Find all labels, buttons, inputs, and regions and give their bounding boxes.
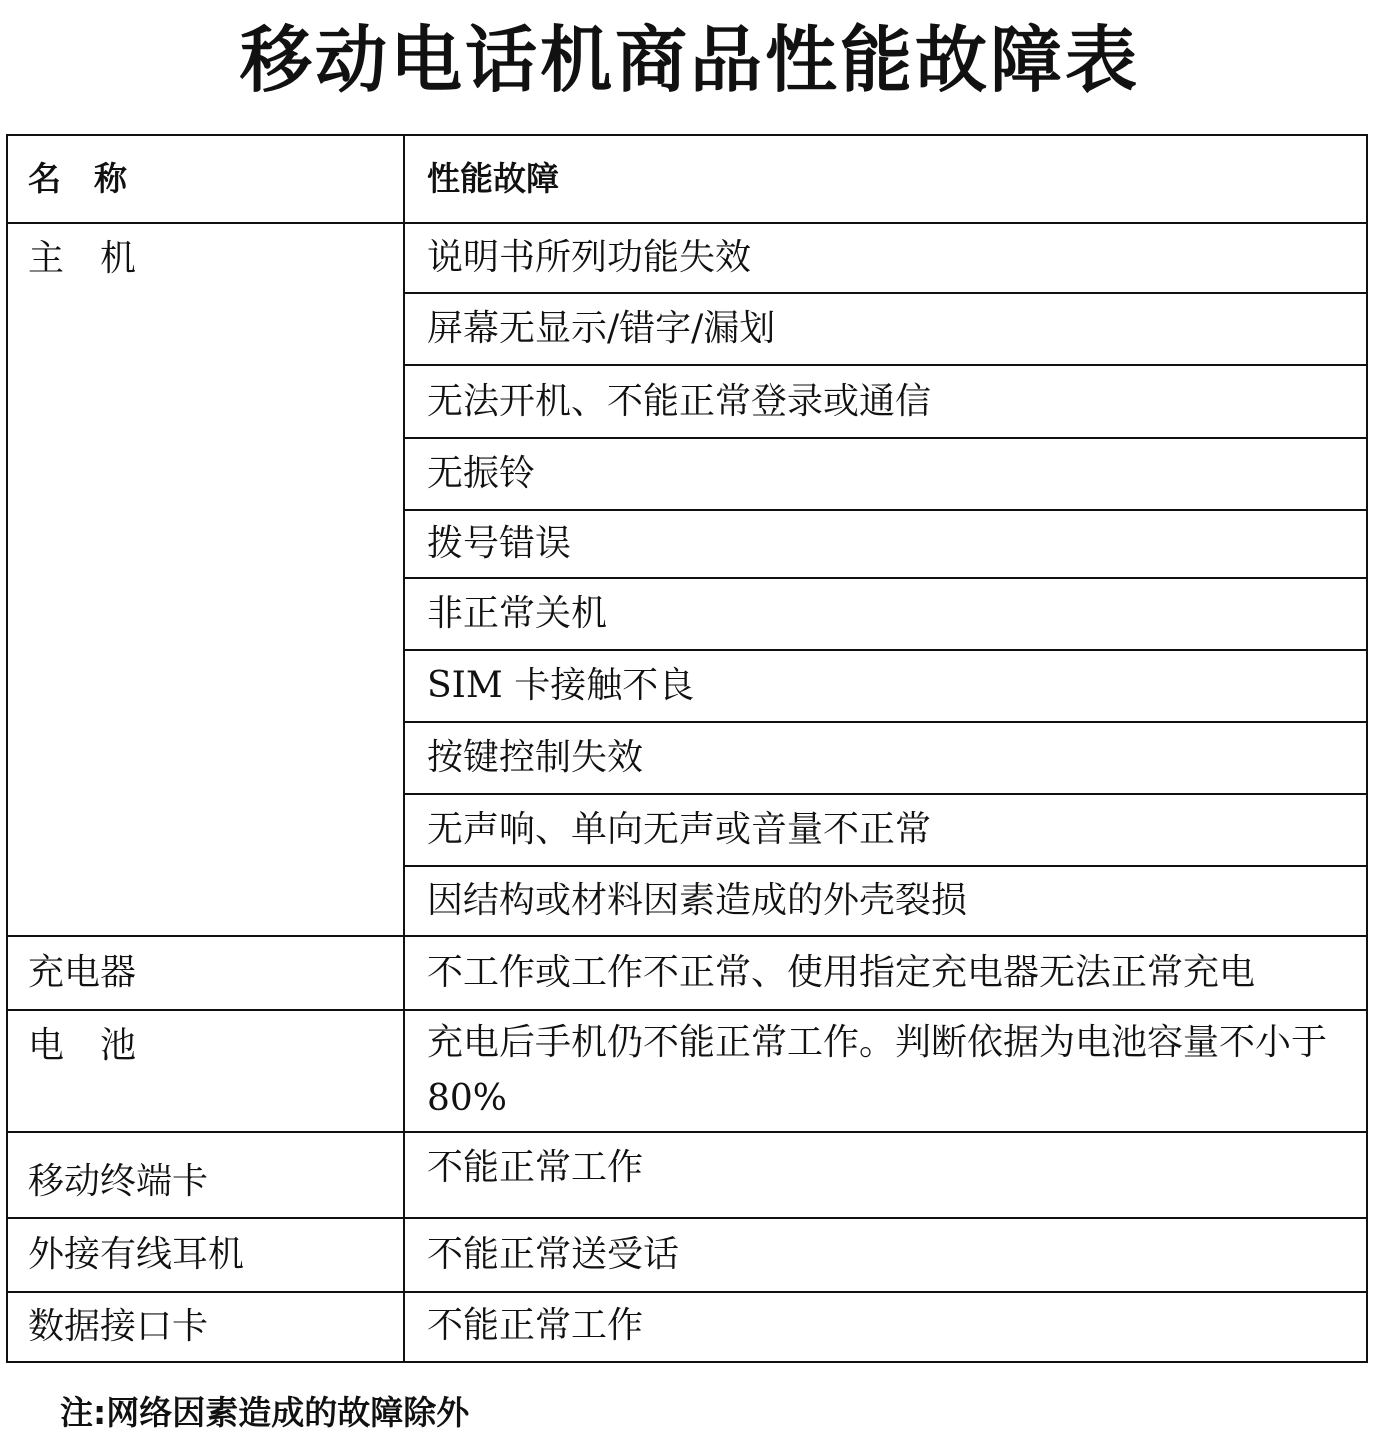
fault-cell: 无法开机、不能正常登录或通信 [404, 365, 1367, 438]
table-header-row [7, 135, 1367, 223]
fault-cell: 不能正常工作 [404, 1132, 1367, 1218]
table-row [7, 223, 1367, 293]
fault-cell: 充电后手机仍不能正常工作。判断依据为电池容量不小于 80% [404, 1010, 1367, 1132]
header-fault: 性能故障 [404, 135, 1367, 223]
table-row [7, 1132, 1367, 1218]
group-name-headset: 外接有线耳机 [7, 1218, 404, 1292]
group-name-battery: 电 池 [7, 1010, 404, 1132]
fault-cell: 不工作或工作不正常、使用指定充电器无法正常充电 [404, 936, 1367, 1010]
fault-cell: 不能正常工作 [404, 1292, 1367, 1362]
table-row [7, 936, 1367, 1010]
fault-cell: 屏幕无显示/错字/漏划 [404, 293, 1367, 365]
group-name-terminal-card: 移动终端卡 [7, 1132, 404, 1218]
fault-cell: 按键控制失效 [404, 722, 1367, 794]
group-name-charger: 充电器 [7, 936, 404, 1010]
table-row [7, 1218, 1367, 1292]
fault-cell: 拨号错误 [404, 510, 1367, 578]
header-name: 名 称 [7, 135, 404, 223]
fault-cell: 因结构或材料因素造成的外壳裂损 [404, 866, 1367, 936]
fault-cell: 不能正常送受话 [404, 1218, 1367, 1292]
fault-cell: 说明书所列功能失效 [404, 223, 1367, 293]
fault-cell: 无振铃 [404, 438, 1367, 510]
fault-cell: 无声响、单向无声或音量不正常 [404, 794, 1367, 866]
fault-table [6, 134, 1368, 1363]
page-title: 移动电话机商品性能故障表 [239, 18, 1140, 102]
fault-cell: SIM 卡接触不良 [404, 650, 1367, 722]
group-name-data-card: 数据接口卡 [7, 1292, 404, 1362]
table-row [7, 1010, 1367, 1132]
footnote: 注:网络因素造成的故障除外 [60, 1393, 470, 1432]
group-name-host: 主 机 [7, 223, 404, 936]
fault-cell: 非正常关机 [404, 578, 1367, 650]
table-row [7, 1292, 1367, 1362]
